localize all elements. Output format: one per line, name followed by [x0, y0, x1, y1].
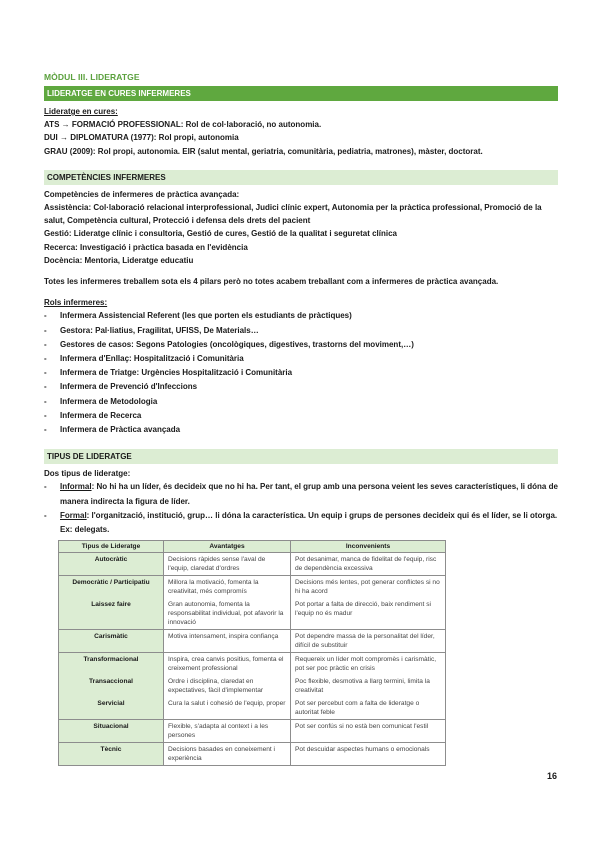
section2-line: Assistència: Col·laboració relacional interprofessional, Judici clínic expert, Autonomia per la pràctica professional, Promoció de la salut, Competència cultural, Protecció i defensa dels drets del pacient — [44, 203, 542, 226]
table-row — [59, 598, 446, 630]
table-row — [59, 653, 446, 676]
leadership-type-cell: Transformacional — [59, 653, 164, 676]
roles-title: Rols infermeres: — [44, 298, 108, 308]
disadvantages-cell: Requereix un líder molt compromès i carismàtic, pot ser poc pràctic en crisis — [291, 653, 446, 676]
advantages-cell: Millora la motivació, fomenta la creativitat, més compromís — [164, 576, 291, 599]
table-header: Tipus de Lideratge — [59, 541, 164, 553]
page-number: 16 — [547, 771, 558, 781]
list-item: - Gestores de casos: Segons Patologies (oncològiques, digestives, trastorns del moviment,…) — [44, 338, 558, 352]
table-row — [59, 743, 446, 766]
leadership-type-cell: Transaccional — [59, 675, 164, 697]
section1-subtitle: Lideratge en cures: — [44, 107, 118, 116]
disadvantages-cell: Decisions més lentes, pot generar conflictes si no hi ha acord — [291, 576, 446, 599]
advantages-cell: Cura la salut i cohesió de l'equip, proper — [164, 697, 291, 720]
term-description: : l'organització, institució, grup… li dóna la característica. Un equip i grups de persones decideix qui és el líder, se li otorga. Ex: delegats. — [60, 510, 558, 535]
table-row — [59, 576, 446, 599]
section2-line: Gestió: Lideratge clínic i consultoria, Gestió de cures, Gestió de la qualitat i seguretat clínica — [44, 229, 397, 239]
section3-subtitle: Dos tipus de lideratge: — [44, 469, 131, 479]
leadership-type-cell: Autocràtic — [59, 553, 164, 576]
section2-subtitle: Competències de infermeres de pràctica avançada: — [44, 189, 240, 199]
section-heading-tipus-lideratge: TIPUS DE LIDERATGE — [44, 449, 558, 464]
advantages-cell: Motiva intensament, inspira confiança — [164, 630, 291, 653]
list-item: - Infermera de Metodologia — [44, 395, 558, 409]
leadership-types-list — [44, 480, 558, 537]
table-row — [59, 697, 446, 720]
advantages-cell: Gran autonomia, fomenta la responsabilitat individual, pot afavorir la innovació — [164, 598, 291, 630]
leadership-type-cell: Democràtic / Participatiu — [59, 576, 164, 599]
leadership-type-cell: Situacional — [59, 720, 164, 743]
disadvantages-cell: Pot ser percebut com a falta de lideratge o autoritat feble — [291, 697, 446, 720]
leadership-type-cell: Tècnic — [59, 743, 164, 766]
leadership-table — [58, 540, 446, 766]
advantages-cell: Inspira, crea canvis positius, fomenta el creixement professional — [164, 653, 291, 676]
disadvantages-cell: Pot descuidar aspectes humans o emocionals — [291, 743, 446, 766]
disadvantages-cell: Poc flexible, desmotiva a llarg termini, limita la creativitat — [291, 675, 446, 697]
disadvantages-cell: Pot desanimar, manca de fidelitat de l'equip, risc de dependència excessiva — [291, 553, 446, 576]
section-heading-lideratge-cures: LIDERATGE EN CURES INFERMERES — [44, 86, 558, 101]
table-row — [59, 675, 446, 697]
section1-line: DUI → DIPLOMATURA (1977): Rol propi, autonomia — [44, 133, 239, 143]
leadership-type-cell: Servicial — [59, 697, 164, 720]
document-page — [44, 72, 558, 766]
advantages-cell: Ordre i disciplina, claredat en expectatives, fàcil d'implementar — [164, 675, 291, 697]
advantages-cell: Flexible, s'adapta al context i a les persones — [164, 720, 291, 743]
table-row — [59, 553, 446, 576]
list-item: - Infermera de Pràctica avançada — [44, 423, 558, 437]
list-item: - Infermera de Triatge: Urgències Hospitalització i Comunitària — [44, 366, 558, 380]
table-header: Avantatges — [164, 541, 291, 553]
list-item — [44, 480, 558, 508]
term-description: : No hi ha un líder, és decideix que no hi ha. Per tant, el grup amb una persona veient les seves característiques, li dóna de manera indirecta la figura de líder. — [60, 482, 558, 506]
term-informal: Informal — [60, 482, 92, 492]
advantages-cell: Decisions ràpides sense l'aval de l'equip, claredat d'ordres — [164, 553, 291, 576]
table-row — [59, 720, 446, 743]
section-heading-competencies: COMPETÈNCIES INFERMERES — [44, 170, 558, 185]
advantages-cell: Decisions basades en coneixement i experiència — [164, 743, 291, 766]
section2-note: Totes les infermeres treballem sota els 4 pilars però no totes acabem treballant com a infermeres de pràctica avançada. — [44, 277, 499, 287]
list-item: - Gestora: Pal·liatius, Fragilitat, UFISS, De Materials… — [44, 324, 558, 338]
list-item: - Infermera de Prevenció d'Infeccions — [44, 380, 558, 394]
list-item: - Infermera de Recerca — [44, 409, 558, 423]
term-formal: Formal — [60, 510, 87, 520]
table-header: Inconvenients — [291, 541, 446, 553]
list-item — [44, 509, 558, 537]
section1-line: GRAU (2009): Rol propi, autonomia. EIR (salut mental, geriatria, comunitària, pediatria, matrones), màster, doctorat. — [44, 146, 483, 156]
list-item: - Infermera Assistencial Referent (les que porten els estudiants de pràctiques) — [44, 309, 558, 323]
section1-line: ATS → FORMACIÓ PROFESSIONAL: Rol de col·laboració, no autonomia. — [44, 120, 322, 130]
roles-list — [44, 309, 558, 437]
section2-line: Docència: Mentoria, Lideratge educatiu — [44, 255, 194, 265]
list-item: - Infermera d'Enllaç: Hospitalització i Comunitària — [44, 352, 558, 366]
disadvantages-cell: Pot dependre massa de la personalitat del líder, difícil de substituir — [291, 630, 446, 653]
table-row — [59, 630, 446, 653]
section2-line: Recerca: Investigació i pràctica basada en l'evidència — [44, 242, 248, 252]
leadership-type-cell: Carismàtic — [59, 630, 164, 653]
module-title: MÒDUL III. LIDERATGE — [44, 72, 140, 82]
leadership-type-cell: Laissez faire — [59, 598, 164, 630]
disadvantages-cell: Pot portar a falta de direcció, baix rendiment si l'equip no és madur — [291, 598, 446, 630]
disadvantages-cell: Pot ser confús si no està ben comunicat l'estil — [291, 720, 446, 743]
